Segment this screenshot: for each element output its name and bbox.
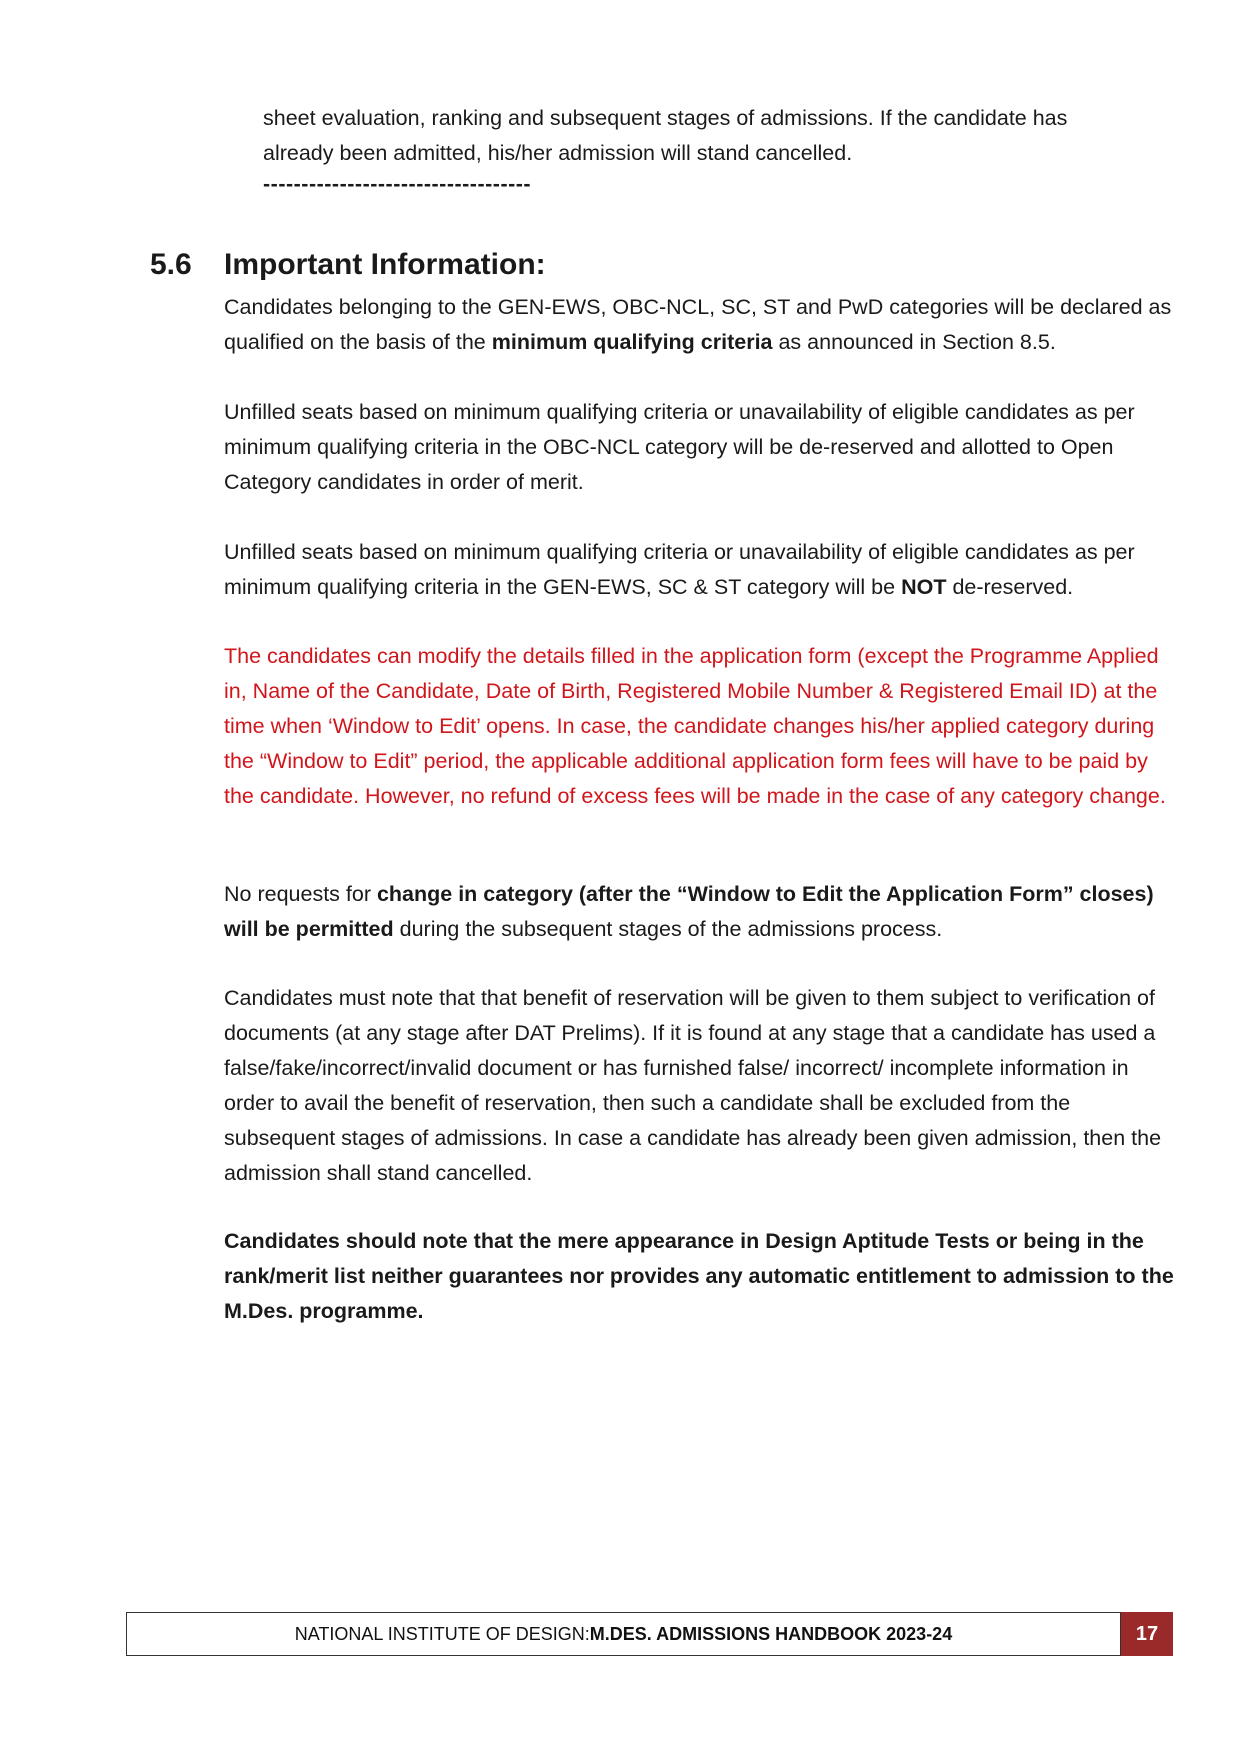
para3-text-2: de-reserved. — [946, 575, 1074, 599]
para5-text-1: No requests for — [224, 882, 377, 906]
paragraph-not-dereserved — [224, 535, 1179, 605]
para3-text-1: Unfilled seats based on minimum qualifying criteria or unavailability of eligible candidates as per minimum qualifying criteria in the GEN-EWS, SC & ST category will be — [224, 540, 1135, 599]
para5-bold: change in category (after the “Window to Edit the Application Form” closes) will be permitted — [224, 882, 1154, 941]
paragraph-reservation-verification: Candidates must note that that benefit of reservation will be given to them subject to verification of documents (at any stage after DAT Prelims). If it is found at any stage that a candidate has used a false/fake/incorrect/invalid document or has furnished false/ incorrect/ incomplete information in order to avail the benefit of reservation, then such a candidate shall be excluded from the subsequent stages of admissions. In case a candidate has already been given admission, then the admission shall stand cancelled. — [224, 986, 1162, 1185]
intro-continuation — [263, 101, 1163, 197]
paragraph-qualifying-criteria — [224, 290, 1179, 360]
paragraph-no-guarantee — [224, 1224, 1179, 1329]
page-footer — [126, 1612, 1121, 1656]
para7-bold: Candidates should note that the mere appearance in Design Aptitude Tests or being in the rank/merit list neither guarantees nor provides any automatic entitlement to admission to the M.Des. programme. — [224, 1229, 1174, 1323]
paragraph-category-change — [224, 877, 1179, 947]
para5-text-2: during the subsequent stages of the admissions process. — [393, 917, 943, 941]
intro-line-2: already been admitted, his/her admission will stand cancelled. — [263, 141, 853, 165]
para1-text-2: as announced in Section 8.5. — [772, 330, 1056, 354]
footer-institute: NATIONAL INSTITUTE OF DESIGN: — [294, 1623, 590, 1644]
para1-text-1: Candidates belonging to the GEN-EWS, OBC-NCL, SC, ST and PwD categories will be declared as qualified on the basis of the — [224, 295, 1172, 354]
section-heading — [150, 245, 546, 285]
intro-line-1: sheet evaluation, ranking and subsequent stages of admissions. If the candidate has — [263, 106, 1068, 130]
paragraph-window-to-edit: The candidates can modify the details filled in the application form (except the Programme Applied in, Name of the Candidate, Date of Birth, Registered Mobile Number & Registered Email ID) at the time when ‘Window to Edit’ opens. In case, the candidate changes his/her applied category during the “Window to Edit” period, the applicable additional application form fees will have to be paid by the candidate. However, no refund of excess fees will be made in the case of any category change. — [224, 644, 1166, 808]
page-number-badge: 17 — [1121, 1612, 1173, 1656]
para1-bold: minimum qualifying criteria — [491, 330, 773, 354]
para3-bold: NOT — [901, 575, 947, 599]
paragraph-obc-dereserved: Unfilled seats based on minimum qualifying criteria or unavailability of eligible candidates as per minimum qualifying criteria in the OBC-NCL category will be de-reserved and allotted to Open Category candidates in order of merit. — [224, 400, 1135, 494]
footer-title — [127, 1613, 1120, 1655]
section-divider: ----------------------------------- — [263, 172, 532, 196]
section-title: Important Information: — [224, 248, 546, 281]
footer-handbook: M.DES. ADMISSIONS HANDBOOK 2023-24 — [589, 1623, 953, 1644]
section-number: 5.6 — [150, 248, 192, 281]
